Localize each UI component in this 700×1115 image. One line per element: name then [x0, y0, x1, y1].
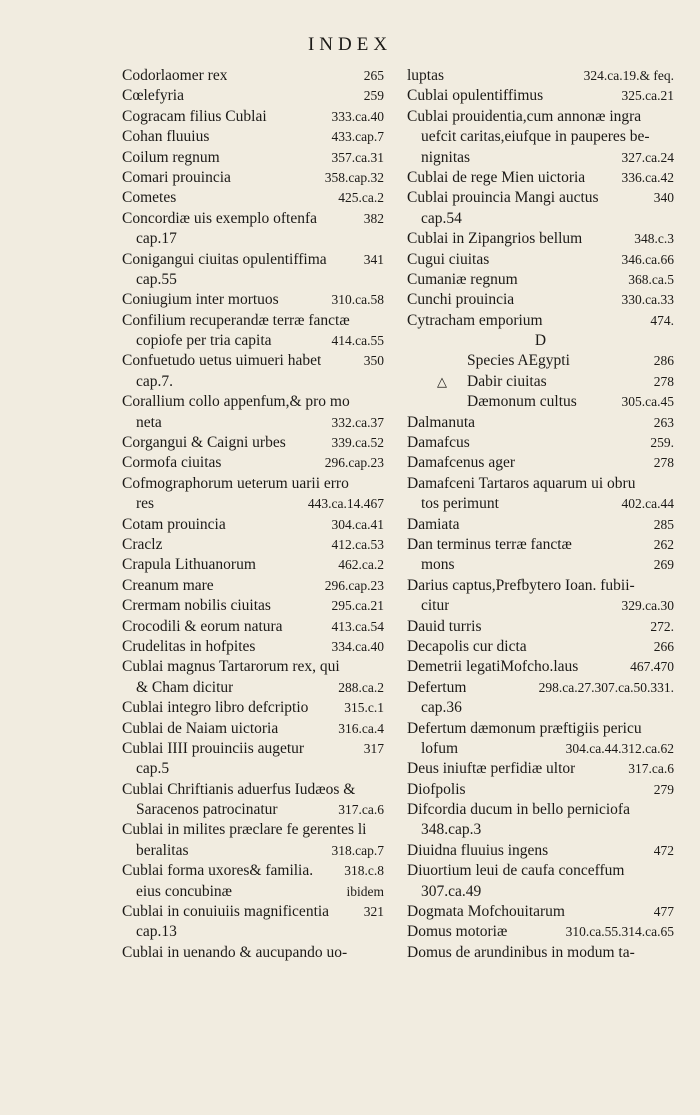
entry-reference: 278 — [653, 373, 674, 389]
entry-reference: 477 — [653, 904, 674, 920]
index-entry — [407, 515, 674, 535]
index-entry — [407, 372, 674, 392]
index-entry — [122, 841, 384, 861]
entry-reference: 327.ca.24 — [621, 149, 674, 165]
index-entry — [122, 127, 384, 147]
index-entry — [407, 861, 674, 881]
entry-reference: 348.c.3 — [634, 231, 674, 247]
entry-reference: 265 — [363, 68, 384, 83]
entry-term: Crudelitas in hofpites — [122, 637, 256, 655]
index-entry — [122, 902, 384, 922]
index-entry — [407, 127, 674, 147]
entry-term: Concordiæ uis exemplo oftenfa — [122, 209, 317, 227]
index-entry — [122, 331, 384, 351]
entry-term: Saracenos patrocinatur — [136, 801, 278, 819]
index-entry — [122, 311, 384, 331]
index-entry — [407, 678, 674, 698]
index-entry — [407, 107, 674, 127]
entry-term: D — [534, 332, 547, 350]
index-entry — [407, 555, 674, 575]
entry-term: cap.55 — [136, 270, 177, 288]
entry-term: Crapula Lithuanorum — [122, 556, 256, 574]
index-entry — [407, 637, 674, 657]
index-entry — [407, 739, 674, 759]
entry-reference: 263 — [653, 414, 674, 430]
entry-reference: 425.ca.2 — [338, 190, 384, 206]
entry-term: Comari prouincia — [122, 168, 231, 186]
entry-term: lofum — [421, 739, 459, 757]
index-entry — [122, 453, 384, 473]
index-entry — [122, 617, 384, 637]
entry-term: Cublai de Naiam uictoria — [122, 719, 279, 737]
entry-reference: 346.ca.66 — [621, 251, 674, 267]
entry-term: Species AEgypti — [467, 352, 570, 370]
entry-term: Cublai prouincia Mangi auctus — [407, 189, 599, 207]
index-entry — [407, 841, 674, 861]
entry-reference: 304.ca.44.312.ca.62 — [565, 740, 674, 756]
index-entry — [122, 739, 384, 759]
entry-reference: 330.ca.33 — [621, 292, 674, 308]
entry-term: Cofmographorum ueterum uarii erro — [122, 474, 349, 492]
entry-term: Crocodili & eorum natura — [122, 617, 283, 635]
index-entry — [407, 698, 674, 718]
index-entry — [122, 780, 384, 800]
entry-term: Domus motoriæ — [407, 923, 508, 941]
entry-term: Dalmanuta — [407, 413, 476, 431]
index-entry — [122, 535, 384, 555]
entry-reference: 336.ca.42 — [621, 169, 674, 185]
index-entry — [407, 800, 674, 820]
entry-term: beralitas — [136, 841, 189, 859]
entry-term: Cublai de rege Mien uictoria — [407, 168, 586, 186]
entry-reference: 329.ca.30 — [621, 598, 674, 614]
index-entry — [122, 882, 384, 902]
entry-term: Confilium recuperandæ terræ fanctæ — [122, 311, 350, 329]
index-entry — [407, 168, 674, 188]
entry-reference: 305.ca.45 — [621, 394, 674, 410]
entry-term: Coilum regnum — [122, 148, 220, 166]
entry-term: Cumaniæ regnum — [407, 270, 518, 288]
entry-reference: 318.cap.7 — [331, 842, 384, 858]
right-column — [407, 66, 674, 963]
index-entry — [122, 922, 384, 942]
index-entry — [122, 433, 384, 453]
entry-reference: 382 — [363, 210, 384, 226]
entry-term: Cublai integro libro defcriptio — [122, 699, 309, 717]
entry-reference: 310.ca.58 — [331, 292, 384, 308]
index-entry — [122, 107, 384, 127]
entry-reference: 334.ca.40 — [331, 638, 384, 654]
index-entry — [407, 453, 674, 473]
entry-term: res — [136, 495, 155, 513]
entry-term: Coniugium inter mortuos — [122, 291, 279, 309]
index-entry — [407, 290, 674, 310]
entry-reference: 310.ca.55.314.ca.65 — [565, 924, 674, 940]
triangle-mark-icon: △ — [437, 373, 447, 389]
index-entry — [407, 657, 674, 677]
entry-term: 307.ca.49 — [421, 882, 482, 900]
index-entry — [122, 351, 384, 371]
entry-term: tos perimunt — [421, 495, 499, 513]
entry-term: Cotam prouincia — [122, 515, 226, 533]
entry-term: Cublai opulentiffimus — [407, 87, 544, 105]
index-entry — [407, 882, 674, 902]
index-entry — [407, 66, 674, 86]
index-entry — [407, 576, 674, 596]
index-entry — [122, 413, 384, 433]
entry-term: Damafceni Tartaros aquarum ui obru — [407, 474, 636, 492]
index-entry — [122, 270, 384, 290]
entry-reference: 467.470 — [630, 659, 674, 675]
index-entry — [407, 433, 674, 453]
entry-reference: 341 — [363, 251, 384, 267]
entry-reference: 269 — [653, 557, 674, 573]
entry-reference: 474. — [650, 312, 674, 328]
index-entry — [407, 943, 674, 963]
index-entry — [122, 290, 384, 310]
index-entry — [122, 800, 384, 820]
entry-reference: 412.ca.53 — [331, 536, 384, 552]
index-entry — [122, 820, 384, 840]
index-entry — [122, 759, 384, 779]
entry-reference: 472 — [653, 842, 674, 858]
entry-reference: 298.ca.27.307.ca.50.331. — [538, 679, 674, 695]
entry-reference: 317 — [363, 740, 384, 756]
entry-reference: 285 — [653, 516, 674, 532]
entry-reference: 288.ca.2 — [338, 679, 384, 695]
index-entry — [122, 250, 384, 270]
entry-term: cap.13 — [136, 923, 177, 941]
entry-term: Cometes — [122, 189, 177, 207]
entry-reference: 259. — [650, 435, 674, 451]
entry-reference: 340 — [653, 190, 674, 206]
entry-reference: 462.ca.2 — [338, 557, 384, 573]
index-entry — [407, 820, 674, 840]
entry-term: Cublai in milites præclare fe gerentes li — [122, 821, 367, 839]
index-entry — [122, 861, 384, 881]
left-column — [122, 66, 384, 963]
entry-reference: 350 — [363, 353, 384, 369]
index-entry — [122, 555, 384, 575]
index-entry — [407, 86, 674, 106]
index-entry — [407, 902, 674, 922]
entry-term: Domus de arundinibus in modum ta- — [407, 943, 635, 961]
entry-term: Dauid turris — [407, 617, 482, 635]
entry-reference: 324.ca.19.& feq. — [583, 68, 674, 83]
entry-term: Cublai Chriftianis aduerfus Iudæos & — [122, 780, 356, 798]
entry-reference: 296.cap.23 — [324, 455, 384, 471]
index-entry — [407, 719, 674, 739]
entry-term: Damiata — [407, 515, 460, 533]
page-header: INDEX — [307, 34, 393, 55]
entry-reference: 316.ca.4 — [338, 720, 384, 736]
entry-term: Cormofa ciuitas — [122, 454, 222, 472]
entry-term: Dabir ciuitas — [467, 372, 547, 390]
entry-term: Diuidna fluuius ingens — [407, 841, 549, 859]
entry-term: cap.54 — [421, 209, 462, 227]
index-entry — [407, 596, 674, 616]
entry-term: Difcordia ducum in bello perniciofa — [407, 801, 630, 819]
index-entry — [122, 474, 384, 494]
entry-reference: 317.ca.6 — [338, 802, 384, 818]
entry-term: Diuortium leui de caufa conceffum — [407, 862, 625, 880]
entry-term: Cunchi prouincia — [407, 291, 515, 309]
entry-reference: 333.ca.40 — [331, 108, 384, 124]
index-entry — [407, 311, 674, 331]
index-entry — [407, 413, 674, 433]
entry-term: mons — [421, 556, 455, 574]
entry-reference: 286 — [653, 353, 674, 369]
index-entry — [122, 576, 384, 596]
entry-term: Corallium collo appenfum,& pro mo — [122, 393, 350, 411]
entry-term: Cublai prouidentia,cum annonæ ingra — [407, 107, 642, 125]
entry-term: Cublai in uenando & aucupando uo- — [122, 943, 348, 961]
index-entry — [122, 209, 384, 229]
entry-term: Cublai forma uxores& familia. — [122, 862, 314, 880]
index-entry — [407, 351, 674, 371]
entry-term: Dan terminus terræ fanctæ — [407, 535, 572, 553]
entry-reference: 321 — [363, 904, 384, 920]
entry-term: Conigangui ciuitas opulentiffima — [122, 250, 327, 268]
entry-term: Cublai in conuiuiis magnificentia — [122, 903, 330, 921]
entry-term: Defertum dæmonum præftigiis pericu — [407, 719, 642, 737]
entry-reference: ibidem — [346, 883, 384, 899]
entry-reference: 262 — [653, 536, 674, 552]
entry-term: Cœlefyria — [122, 87, 184, 105]
index-entry — [407, 535, 674, 555]
entry-reference: 325.ca.21 — [621, 88, 674, 104]
index-entry — [407, 474, 674, 494]
entry-term: Deus iniuftæ perfidiæ ultor — [407, 760, 576, 778]
entry-term: neta — [136, 413, 162, 431]
index-entry — [122, 148, 384, 168]
index-entry — [407, 270, 674, 290]
entry-term: cap.5 — [136, 760, 170, 778]
entry-term: Cublai magnus Tartarorum rex, qui — [122, 658, 340, 676]
index-entry — [122, 86, 384, 106]
entry-term: Cytracham emporium — [407, 311, 543, 329]
index-entry — [407, 617, 674, 637]
entry-term: nignitas — [421, 148, 471, 166]
entry-reference: 402.ca.44 — [621, 496, 674, 512]
entry-reference: 339.ca.52 — [331, 435, 384, 451]
index-entry — [122, 372, 384, 392]
entry-reference: 304.ca.41 — [331, 516, 384, 532]
index-entry — [407, 188, 674, 208]
entry-term: 348.cap.3 — [421, 821, 482, 839]
entry-reference: 296.cap.23 — [324, 577, 384, 593]
entry-reference: 318.c.8 — [344, 863, 384, 879]
index-entry — [122, 168, 384, 188]
index-entry — [122, 229, 384, 249]
entry-term: Demetrii legatiMofcho.laus — [407, 658, 579, 676]
index-entry — [407, 209, 674, 229]
entry-term: Defertum — [407, 678, 467, 696]
index-entry — [407, 229, 674, 249]
entry-reference: 443.ca.14.467 — [307, 496, 384, 512]
index-entry — [407, 148, 674, 168]
entry-reference: 357.ca.31 — [331, 149, 384, 165]
entry-reference: 266 — [653, 638, 674, 654]
entry-term: Cohan fluuius — [122, 128, 210, 146]
entry-term: cap.7. — [136, 372, 174, 390]
index-entry — [407, 331, 674, 351]
entry-term: Cogracam filius Cublai — [122, 107, 267, 125]
index-entry — [122, 494, 384, 514]
entry-reference: 279 — [653, 781, 674, 797]
index-entry — [407, 392, 674, 412]
entry-term: & Cham dicitur — [136, 678, 234, 696]
index-entry — [407, 494, 674, 514]
entry-reference: 413.ca.54 — [331, 618, 384, 634]
index-entry — [122, 515, 384, 535]
entry-term: luptas — [407, 67, 445, 84]
entry-term: Cublai in Zipangrios bellum — [407, 230, 583, 248]
entry-reference: 358.cap.32 — [324, 169, 384, 185]
index-entry — [122, 698, 384, 718]
entry-reference: 278 — [653, 455, 674, 471]
entry-term: Darius captus,Prefbytero Ioan. fubii- — [407, 576, 635, 594]
entry-reference: 272. — [650, 618, 674, 634]
entry-reference: 433.cap.7 — [331, 129, 384, 145]
index-entry — [407, 250, 674, 270]
entry-term: Decapolis cur dicta — [407, 637, 527, 655]
index-entry — [122, 66, 384, 86]
entry-reference: 332.ca.37 — [331, 414, 384, 430]
entry-term: cap.36 — [421, 699, 462, 717]
entry-reference: 259 — [363, 88, 384, 104]
entry-term: Craclz — [122, 535, 163, 553]
index-entry — [407, 922, 674, 942]
index-entry — [122, 657, 384, 677]
entry-reference: 414.ca.55 — [331, 333, 384, 349]
index-entry — [407, 780, 674, 800]
entry-reference: 317.ca.6 — [628, 761, 674, 777]
entry-term: Corgangui & Caigni urbes — [122, 434, 286, 452]
entry-reference: 295.ca.21 — [331, 598, 384, 614]
entry-term: Dogmata Mofchouitarum — [407, 903, 565, 921]
index-entry — [122, 637, 384, 657]
index-entry — [407, 759, 674, 779]
entry-term: cap.17 — [136, 230, 177, 248]
index-entry — [122, 943, 384, 963]
entry-term: Dæmonum cultus — [467, 393, 577, 411]
entry-term: Damafcenus ager — [407, 454, 516, 472]
index-entry — [122, 719, 384, 739]
entry-term: Cugui ciuitas — [407, 250, 490, 268]
entry-reference: 315.c.1 — [344, 700, 384, 716]
entry-term: copiofe per tria capita — [136, 332, 272, 350]
entry-term: citur — [421, 597, 450, 615]
entry-reference: 368.ca.5 — [628, 271, 674, 287]
entry-term: Codorlaomer rex — [122, 67, 228, 84]
index-entry — [122, 596, 384, 616]
entry-term: Crermam nobilis ciuitas — [122, 597, 271, 615]
index-entry — [122, 188, 384, 208]
entry-term: uefcit caritas,eiufque in pauperes be- — [421, 128, 650, 146]
entry-term: Diofpolis — [407, 780, 466, 798]
index-entry — [122, 392, 384, 412]
entry-term: eius concubinæ — [136, 882, 232, 900]
entry-term: Confuetudo uetus uimueri habet — [122, 352, 322, 370]
index-entry — [122, 678, 384, 698]
entry-term: Creanum mare — [122, 576, 214, 594]
entry-term: Damafcus — [407, 434, 470, 452]
entry-term: Cublai IIII prouinciis augetur — [122, 739, 305, 757]
